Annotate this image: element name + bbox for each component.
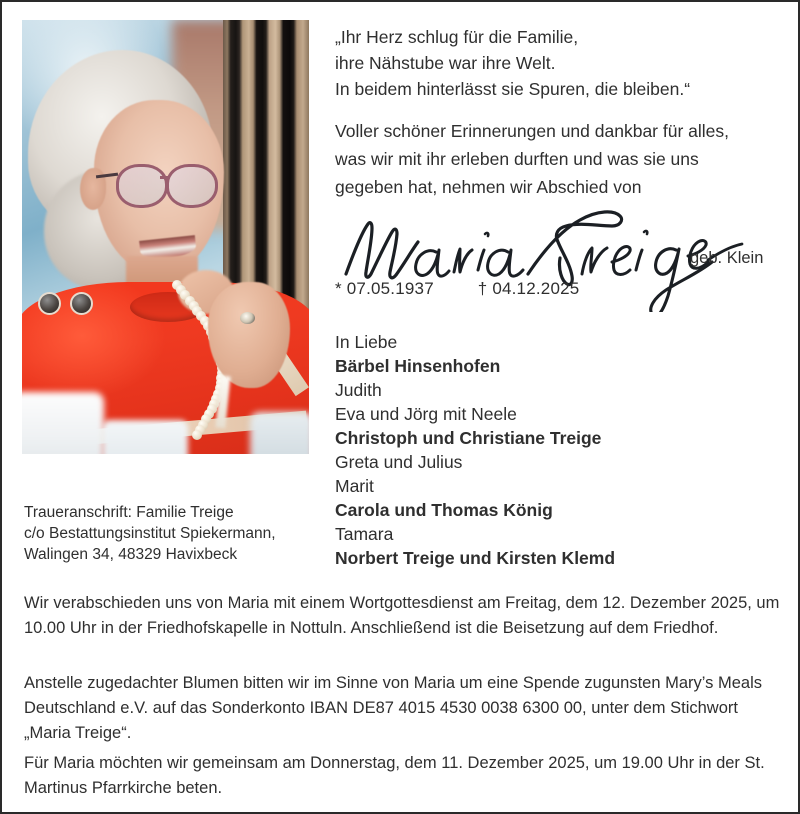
quote-line: In beidem hinterlässt sie Spuren, die bleiben.“ (335, 79, 691, 99)
family-member: Carola und Thomas König (335, 500, 553, 520)
life-dates (335, 279, 579, 299)
birth-symbol-icon: * (335, 279, 342, 298)
intro-line: Voller schöner Erinnerungen und dankbar für alles, (335, 121, 729, 141)
donation-details-text: Anstelle zugedachter Blumen bitten wir im Sinne von Maria um eine Spende zugunsten Mary’s Meals Deutschland e.V. auf das Sonderkonto IBAN DE87 4015 4530 0038 6300 00, unter dem Stichwort „Maria Treige“. (24, 674, 762, 742)
intro-line: was wir mit ihr erleben durften und was sie uns (335, 149, 699, 169)
pearl-bead (192, 430, 202, 440)
family-member: Marit (335, 476, 374, 496)
photo-mug (102, 420, 188, 454)
family-member: Judith (335, 380, 382, 400)
maiden-name: geb. Klein (690, 249, 764, 267)
family-member: Christoph und Christiane Treige (335, 428, 602, 448)
address-line: Walingen 34, 48329 Havixbeck (24, 546, 238, 563)
memorial-quote (335, 24, 785, 102)
death-date: 04.12.2025 (492, 279, 580, 298)
quote-line: „Ihr Herz schlug für die Familie, (335, 27, 579, 47)
family-member: Bärbel Hinsenhofen (335, 356, 501, 376)
family-member: Tamara (335, 524, 394, 544)
family-names-list (335, 330, 755, 570)
service-details-text: Wir verabschieden uns von Maria mit einem Wortgottesdienst am Freitag, dem 12. Dezember 2025, um 10.00 Uhr in der Friedhofskapelle in Nottuln. Anschließend ist die Beisetzung auf dem Friedhof. (24, 594, 780, 637)
family-member: Norbert Treige und Kirsten Klemd (335, 548, 616, 568)
photo-glasses (110, 162, 220, 206)
address-line: c/o Bestattungsinstitut Spiekermann, (24, 525, 276, 542)
birth-date: 07.05.1937 (346, 279, 434, 298)
photo-button (70, 292, 93, 315)
photo-scene (22, 20, 309, 454)
photo-shoulder-buttons (38, 292, 104, 312)
intro-line: gegeben hat, nehmen wir Abschied von (335, 177, 642, 197)
photo-mug (22, 392, 104, 454)
portrait-photo (22, 20, 309, 454)
photo-hand (208, 282, 290, 388)
quote-line: ihre Nähstube war ihre Welt. (335, 53, 556, 73)
photo-button (38, 292, 61, 315)
death-symbol-icon: † (477, 279, 488, 298)
family-members (335, 354, 755, 570)
condolence-address (24, 502, 324, 565)
address-line: Traueranschrift: Familie Treige (24, 504, 234, 521)
family-heading: In Liebe (335, 332, 398, 352)
photo-ring (240, 312, 255, 324)
photo-glasses-bridge (160, 176, 169, 179)
prayer-details-text: Für Maria möchten wir gemeinsam am Donnerstag, dem 11. Dezember 2025, um 19.00 Uhr in der St. Martinus Pfarrkirche beten. (24, 754, 765, 797)
farewell-intro-text (335, 117, 775, 201)
photo-mug (250, 412, 309, 454)
family-member: Greta und Julius (335, 452, 463, 472)
photo-lens-right (166, 164, 218, 208)
family-member: Eva und Jörg mit Neele (335, 404, 517, 424)
photo-lens-left (116, 164, 168, 208)
